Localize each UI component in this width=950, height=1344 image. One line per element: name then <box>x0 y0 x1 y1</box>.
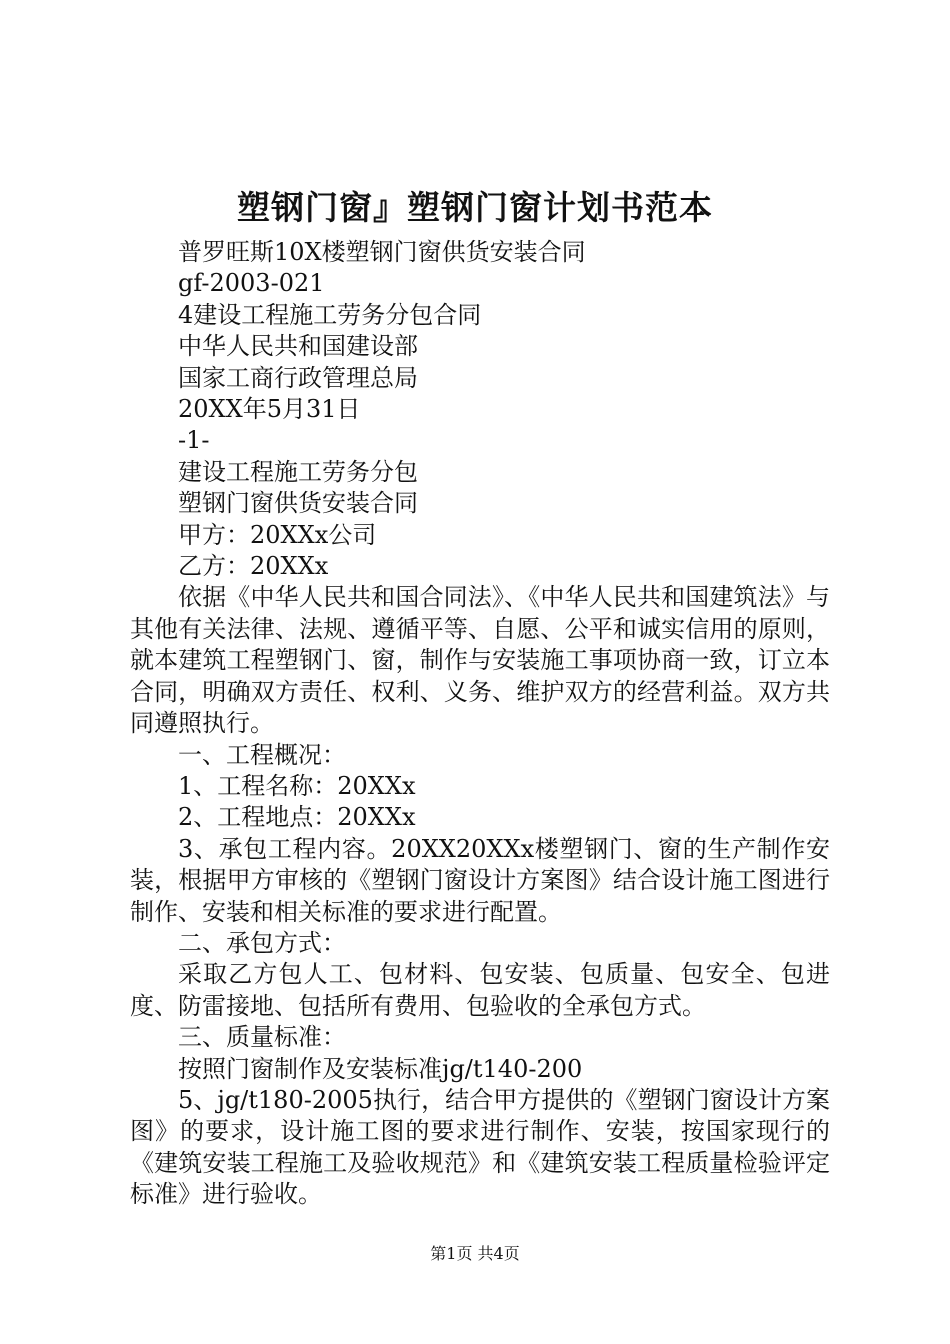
issuer-line-1: 中华人民共和国建设部 <box>178 332 418 361</box>
subtitle-line-1: 建设工程施工劳务分包 <box>178 457 418 486</box>
contract-code-line: gf-2003-021 <box>178 269 325 298</box>
page-marker-line: -1- <box>178 426 210 455</box>
party-b-line: 乙方：20XXx <box>178 552 329 581</box>
page-footer: 第1页 共4页 <box>430 1244 520 1263</box>
document-title: 塑钢门窗』塑钢门窗计划书范本 <box>237 188 713 227</box>
issuer-line-2: 国家工商行政管理总局 <box>178 363 418 392</box>
contract-type-line: 4建设工程施工劳务分包合同 <box>178 300 482 329</box>
project-name-item: 1、工程名称：20XXx <box>178 771 416 800</box>
subtitle-line-2: 塑钢门窗供货安装合同 <box>178 489 418 518</box>
section-heading-quality: 三、质量标准： <box>178 1023 346 1052</box>
quality-standard-line: 按照门窗制作及安装标准jg/t140-200 <box>178 1054 583 1083</box>
date-line: 20XX年5月31日 <box>178 395 361 424</box>
party-a-line: 甲方：20XXx公司 <box>178 520 377 549</box>
project-scope-paragraph: 3、承包工程内容。20XX20XXx楼塑钢门、窗的生产制作安装，根据甲方审核的《塑钢门窗设计方案图》结合设计施工图进行制作、安装和相关标准的要求进行配置。 <box>130 834 830 926</box>
document-body <box>130 237 830 1211</box>
section-heading-contract-method: 二、承包方式： <box>178 928 346 957</box>
contract-method-paragraph: 采取乙方包人工、包材料、包安装、包质量、包安全、包进度、防雷接地、包括所有费用、包验收的全承包方式。 <box>130 960 830 1020</box>
contract-name-line: 普罗旺斯10X楼塑钢门窗供货安装合同 <box>178 238 586 266</box>
quality-standard-paragraph: 5、jg/t180-2005执行，结合甲方提供的《塑钢门窗设计方案图》的要求，设计施工图的要求进行制作、安装，按国家现行的《建筑安装工程施工及验收规范》和《建筑安装工程质量检验评定标准》进行验收。 <box>130 1085 830 1209</box>
project-location-item: 2、工程地点：20XXx <box>178 803 416 832</box>
intro-paragraph: 依据《中华人民共和国合同法》、《中华人民共和国建筑法》与其他有关法律、法规、遵循平等、自愿、公平和诚实信用的原则，就本建筑工程塑钢门、窗，制作与安装施工事项协商一致，订立本合同，明确双方责任、权利、义务、维护双方的经营利益。双方共同遵照执行。 <box>130 583 830 738</box>
section-heading-overview: 一、工程概况： <box>178 740 346 769</box>
